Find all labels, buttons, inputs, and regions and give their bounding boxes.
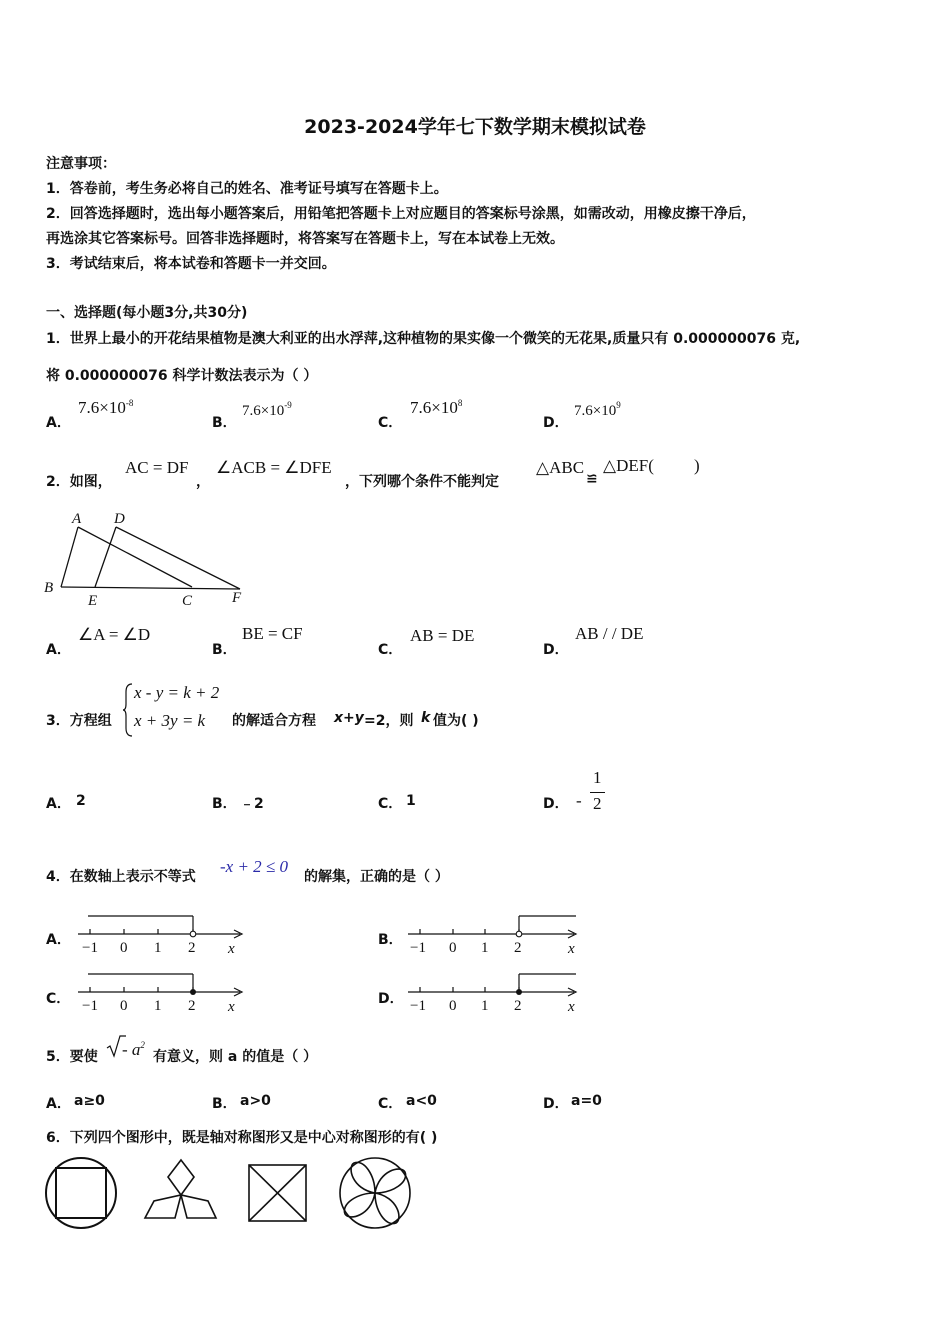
notice-heading: 注意事项： xyxy=(46,156,116,172)
svg-text:2: 2 xyxy=(514,998,522,1014)
svg-text:1: 1 xyxy=(481,998,489,1014)
q1-option-a-value: $7.6\times 10^{-8}$ xyxy=(78,398,134,417)
q2-condition-2: ∠ACB = ∠DFE xyxy=(216,458,332,477)
svg-text:x: x xyxy=(228,999,235,1015)
q1-option-c-label: C． xyxy=(378,415,403,431)
q5-option-a-value: a≥0 xyxy=(74,1093,105,1109)
svg-text:2: 2 xyxy=(514,940,522,956)
figure-label-d: D xyxy=(114,511,125,527)
section-heading: 一、选择题(每小题3分,共30分) xyxy=(46,305,248,321)
q1-option-a-label: A． xyxy=(46,415,71,431)
q3-brace xyxy=(122,682,134,738)
q4-option-d-number-line xyxy=(404,966,584,1016)
svg-text:2: 2 xyxy=(188,940,196,956)
q1-option-c-value: $7.6\times 10^8$ xyxy=(410,398,463,417)
q3-stem-tail: 值为( ) xyxy=(433,713,479,729)
q4-option-d-label: D． xyxy=(378,991,404,1007)
svg-text:x: x xyxy=(568,941,575,957)
q4-option-a-number-line xyxy=(74,908,252,958)
svg-text:2: 2 xyxy=(188,998,196,1014)
q3-equation-2: x + 3y = k xyxy=(134,711,206,730)
q1-option-b-label: B． xyxy=(212,415,237,431)
q4-stem-suffix: 的解集，正确的是（ ） xyxy=(304,869,449,885)
q5-stem-prefix: 5．要使 xyxy=(46,1049,98,1065)
q4-option-c-number-line xyxy=(74,966,252,1016)
q3-equation-sum: x+y xyxy=(334,710,364,726)
q2-condition-1: AC = DF xyxy=(125,458,189,477)
svg-text:−1: −1 xyxy=(410,998,426,1014)
q6-figures xyxy=(42,1155,422,1231)
q4-inequality: -x + 2 ≤ 0 xyxy=(220,857,289,876)
q2-close-paren: ) xyxy=(694,456,700,475)
figure-label-f: F xyxy=(232,590,242,606)
figure-label-b: B xyxy=(44,580,54,596)
q2-option-b-value: BE = CF xyxy=(242,624,303,643)
q2-option-c-value: AB = DE xyxy=(410,626,475,645)
q3-option-b-value: ﹣2 xyxy=(240,796,264,812)
q2-option-a-value: ∠A = ∠D xyxy=(78,625,151,644)
figure-label-e: E xyxy=(88,593,98,609)
q1-stem-line1: 1．世界上最小的开花结果植物是澳大利亚的出水浮萍,这种植物的果实像一个微笑的无花果,质量只有 0.000000076 克, xyxy=(46,331,801,347)
svg-text:0: 0 xyxy=(120,940,128,956)
q2-option-b-label: B． xyxy=(212,642,237,658)
q6-figure-four-petal-circle xyxy=(340,1158,410,1228)
svg-text:−1: −1 xyxy=(82,998,98,1014)
q5-option-c-label: C． xyxy=(378,1096,403,1112)
notice-item-2-cont: 再选涂其它答案标号。回答非选择题时，将答案写在答题卡上，写在本试卷上无效。 xyxy=(46,231,564,247)
q3-option-d-denominator: 2 xyxy=(593,794,602,813)
q6-figure-three-rhombus xyxy=(145,1160,216,1218)
q2-triangle-abc: △ABC xyxy=(536,458,585,477)
q4-option-b-number-line xyxy=(404,908,584,958)
q3-option-d-fraction-bar xyxy=(590,792,605,793)
q1-option-b-value: $7.6\times 10^{-9}$ xyxy=(242,400,292,419)
q2-triangle-def: △DEF( xyxy=(603,456,654,475)
q5-option-d-value: a=0 xyxy=(571,1093,602,1109)
q6-stem: 6．下列四个图形中，既是轴对称图形又是中心对称图形的有( ) xyxy=(46,1130,438,1146)
q3-equation-1: x - y = k + 2 xyxy=(134,683,220,702)
q3-stem-prefix: 3．方程组 xyxy=(46,713,112,729)
q5-option-b-label: B． xyxy=(212,1096,237,1112)
svg-text:0: 0 xyxy=(449,940,457,956)
page-title: 2023-2024学年七下数学期末模拟试卷 xyxy=(304,116,646,138)
figure-label-a: A xyxy=(72,511,82,527)
q3-option-a-value: 2 xyxy=(76,793,86,809)
q4-option-c-label: C． xyxy=(46,991,71,1007)
svg-text:x: x xyxy=(228,941,235,957)
q2-option-c-label: C． xyxy=(378,642,403,658)
q2-congruent-sign: ≌ xyxy=(586,471,598,487)
q1-option-d-value: $7.6\times 10^9$ xyxy=(574,400,621,419)
q3-option-d-minus: - xyxy=(576,791,582,810)
q4-option-a-label: A． xyxy=(46,932,71,948)
svg-text:0: 0 xyxy=(449,998,457,1014)
q1-option-d-label: D． xyxy=(543,415,569,431)
q3-option-c-value: 1 xyxy=(406,793,416,809)
q6-figure-square-in-circle xyxy=(46,1158,116,1228)
svg-text:x: x xyxy=(568,999,575,1015)
svg-text:1: 1 xyxy=(481,940,489,956)
q3-option-a-label: A． xyxy=(46,796,71,812)
q3-option-b-label: B． xyxy=(212,796,237,812)
q3-stem-suffix: 的解适合方程 xyxy=(232,713,316,729)
q5-option-b-value: a>0 xyxy=(240,1093,271,1109)
q6-figure-crossed-square xyxy=(249,1165,306,1221)
q3-option-c-label: C． xyxy=(378,796,403,812)
q3-option-d-numerator: 1 xyxy=(593,768,602,787)
svg-text:1: 1 xyxy=(154,998,162,1014)
q2-stem-prefix: 2．如图， xyxy=(46,474,112,490)
q2-option-d-label: D． xyxy=(543,642,569,658)
svg-text:1: 1 xyxy=(154,940,162,956)
svg-text:−1: −1 xyxy=(410,940,426,956)
q2-comma: ， xyxy=(196,474,210,490)
q1-stem-line2: 将 0.000000076 科学计数法表示为（ ） xyxy=(46,368,318,384)
q3-option-d-label: D． xyxy=(543,796,569,812)
q3-variable-k: k xyxy=(421,710,431,726)
q5-stem-suffix: 有意义，则 a 的值是（ ） xyxy=(153,1049,318,1065)
svg-text:−1: −1 xyxy=(82,940,98,956)
notice-item-2: 2．回答选择题时，选出每小题答案后，用铅笔把答题卡上对应题目的答案标号涂黑，如需改动，用橡皮擦干净后， xyxy=(46,206,756,222)
q2-option-d-value: AB / / DE xyxy=(575,624,644,643)
q2-triangle-figure xyxy=(40,505,255,610)
q3-stem-after: =2，则 xyxy=(364,713,414,729)
q4-stem-prefix: 4．在数轴上表示不等式 xyxy=(46,869,196,885)
q5-radicand: - $a^2$ xyxy=(122,1040,145,1059)
figure-label-c: C xyxy=(182,593,193,609)
q5-option-d-label: D． xyxy=(543,1096,569,1112)
notice-item-1: 1．答卷前，考生务必将自己的姓名、准考证号填写在答题卡上。 xyxy=(46,181,448,197)
svg-text:0: 0 xyxy=(120,998,128,1014)
notice-item-3: 3．考试结束后，将本试卷和答题卡一并交回。 xyxy=(46,256,336,272)
q4-option-b-label: B． xyxy=(378,932,403,948)
q5-option-a-label: A． xyxy=(46,1096,71,1112)
q5-option-c-value: a<0 xyxy=(406,1093,437,1109)
q2-option-a-label: A． xyxy=(46,642,71,658)
q2-stem-middle: ，下列哪个条件不能判定 xyxy=(345,474,499,490)
